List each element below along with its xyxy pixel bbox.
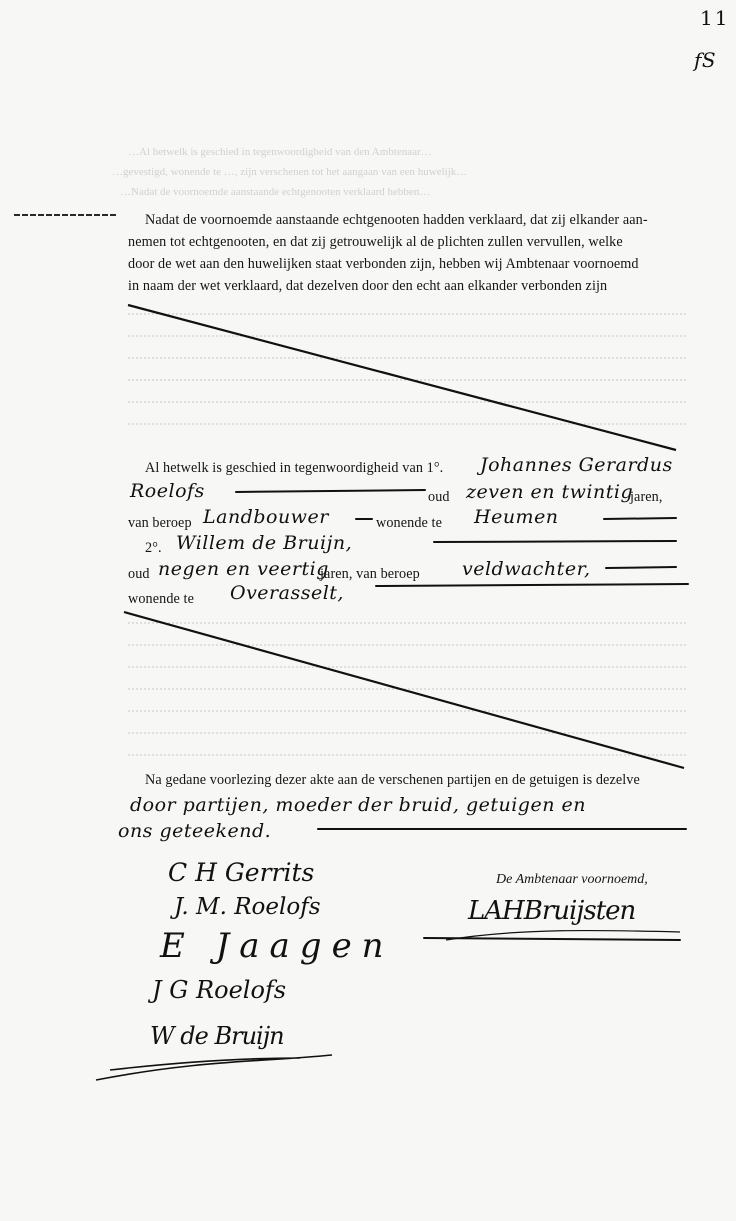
label-jaren: jaren, — [630, 489, 663, 505]
witness1-age: zeven en twintig — [466, 481, 634, 503]
official-label: De Ambtenaar voornoemd, — [496, 872, 648, 887]
bleed-through-line: …Nadat de voornoemde aanstaande echtgenooten verklaard hebben… — [120, 186, 431, 198]
label-wonende-te-2: wonende te — [128, 591, 195, 607]
witness2-age: negen en veertig — [158, 558, 329, 580]
label-wonende-te: wonende te — [376, 515, 443, 531]
label-van-beroep: van beroep — [128, 515, 192, 531]
signature: J. M. Roelofs — [174, 894, 321, 920]
signature: E Jaagen — [160, 926, 394, 966]
signature: W de Bruijn — [150, 1022, 284, 1050]
signature: C H Gerrits — [168, 858, 315, 887]
paragraph-line: door de wet aan den huwelijken staat verbonden zijn, hebben wij Ambtenaar voornoemd — [128, 256, 639, 272]
witness2-residence: Overasselt, — [230, 582, 344, 604]
bleed-through-line: …Al hetwelk is geschied in tegenwoordigheid van den Ambtenaar… — [128, 146, 432, 158]
witness2-name: Willem de Bruijn, — [176, 532, 353, 554]
label-oud-2: oud — [128, 566, 150, 582]
signature: J G Roelofs — [152, 976, 287, 1004]
witness2-occupation: veldwachter, — [462, 558, 591, 580]
witness1-name-first: Johannes Gerardus — [480, 454, 673, 476]
closing-printed: Na gedane voorlezing dezer akte aan de verschenen partijen en de getuigen is dezelve — [145, 772, 640, 788]
fill-underlines — [236, 490, 688, 940]
witness1-residence: Heumen — [474, 506, 559, 528]
strike-through-upper — [128, 305, 676, 450]
witness1-name-last: Roelofs — [130, 480, 205, 502]
page-number: 11 — [700, 6, 730, 30]
signature-flourish — [96, 1055, 332, 1080]
label-jaren-van-beroep: jaren, van beroep — [320, 566, 420, 582]
label-second: 2°. — [145, 540, 162, 556]
witness-intro: Al hetwelk is geschied in tegenwoordigheid van 1°. — [145, 460, 444, 476]
paragraph-line: in naam der wet verklaard, dat dezelven door den echt aan elkander verbonden zijn — [128, 278, 608, 294]
closing-hand-line-2: ons geteekend. — [118, 820, 272, 842]
bleed-through-line: …gevestigd, wonende te …, zijn verschenen tot het aangaan van een huwelijk… — [112, 166, 468, 178]
closing-hand-line-1: door partijen, moeder der bruid, getuigen en — [130, 794, 586, 816]
paragraph-line: Nadat de voornoemde aanstaande echtgenooten hadden verklaard, dat zij elkander aan- — [145, 212, 648, 228]
corner-mark: fS — [694, 48, 717, 72]
paragraph-line: nemen tot echtgenooten, en dat zij getrouwelijk al de plichten zullen vervullen, welke — [128, 234, 623, 250]
label-oud: oud — [428, 489, 450, 505]
official-signature: LAHBruijsten — [468, 896, 636, 926]
strike-through-lower — [124, 612, 684, 768]
witness1-occupation: Landbouwer — [203, 506, 329, 528]
